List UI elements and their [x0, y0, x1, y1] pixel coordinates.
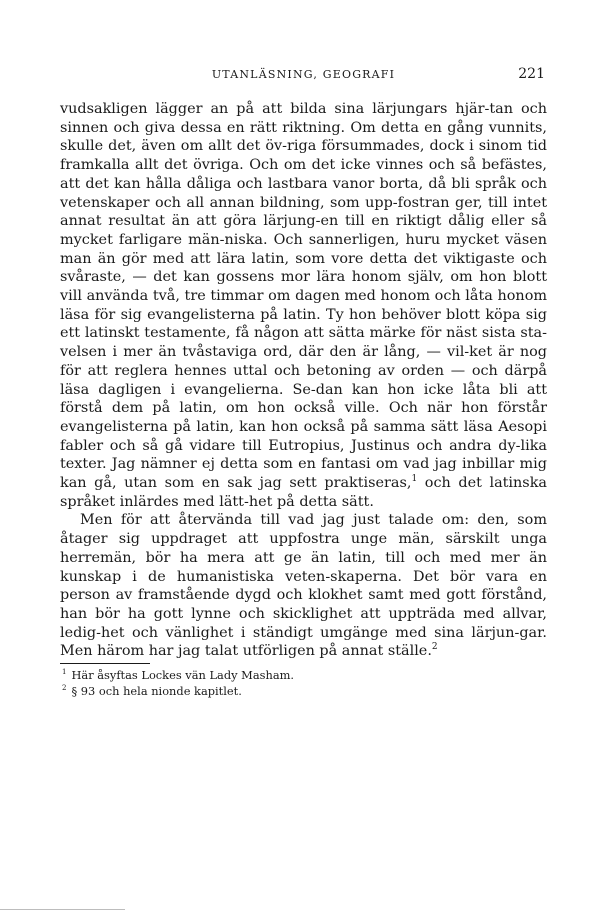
body-text	[60, 100, 547, 661]
paragraph-2	[60, 511, 547, 661]
running-title: UTANLÄSNING, GEOGRAFI	[211, 68, 396, 81]
footnote-1	[62, 668, 547, 684]
page-number: 221	[518, 66, 545, 82]
running-head	[60, 66, 547, 86]
footnote-2	[62, 684, 547, 700]
footnote-ref-2: 2	[431, 642, 438, 653]
paragraph-2-text: Men för att återvända till vad jag just talade om: den, som åtager sig uppdraget att uppfostra unge män, särskilt unga herremän, bör ha mera att ge än latin, till och med mer än kunskap i de humanistiska veten-skaperna. Det bör vara en person av framstående dygd och klokhet samt med gott förstånd, han bör ha gott lynne och skicklighet att uppträda med allvar, ledig-het och vänlighet i ständigt umgänge med sina lärjun-gar. Men härom har jag talat utförligen på annat ställe.	[60, 512, 547, 660]
footnote-divider	[60, 663, 150, 664]
footnote-ref-1: 1	[411, 474, 418, 485]
paragraph-1-text: vudsakligen lägger an på att bilda sina lärjungars hjär-tan och sinnen och giva dessa en rätt riktning. Om detta en gång vunnits, skulle det, även om allt det öv-riga försummades, dock i sinom tid framkalla allt det övriga. Och om det icke vinnes och så befästes, att det kan hålla dåliga och lastbara vanor borta, då bli språk och vetenskaper och all annan bildning, som upp-fostran ger, till intet annat resultat än att göra lärjung-en till en riktigt dålig eller så mycket farligare män-niska. Och sannerligen, huru mycket väsen man än gör med att lära latin, som vore detta det viktigaste och svåraste, — det kan gossens mor lära honom själv, om hon blott vill använda två, tre timmar om dagen med honom och låta honom läsa för sig evangelisterna på latin. Ty hon behöver blott köpa sig ett latinskt testamente, få någon att sätta märke för näst sista sta-velsen i mer än tvåstaviga ord, där den är lång, — vil-ket är nog för att reglera hennes uttal och betoning av orden — och därpå läsa dagligen i evangelierna. Se-dan kan hon icke låta bli att förstå dem på latin, om hon också ville. Och när hon förstår evangelisterna på latin, kan hon också på samma sätt läsa Aesopi fabler och så gå vidare till Eutropius, Justinus och andra dy-lika texter. Jag nämner ej detta som en fantasi om vad jag inbillar mig kan gå, utan som en sak jag sett praktiseras,	[60, 101, 547, 492]
paragraph-1	[60, 100, 547, 511]
paragraph-1-end: och det latinska språket inlärdes med lätt-het på detta sätt.	[60, 475, 547, 510]
footnote-text: Här åsyftas Lockes vän Lady Masham.	[71, 668, 295, 683]
footnote-marker: 1	[62, 668, 67, 677]
scan-edge-line	[0, 909, 125, 910]
footnote-text: § 93 och hela nionde kapitlet.	[71, 683, 242, 698]
footnotes	[60, 668, 547, 699]
book-page	[60, 66, 547, 699]
footnote-marker: 2	[62, 683, 67, 692]
